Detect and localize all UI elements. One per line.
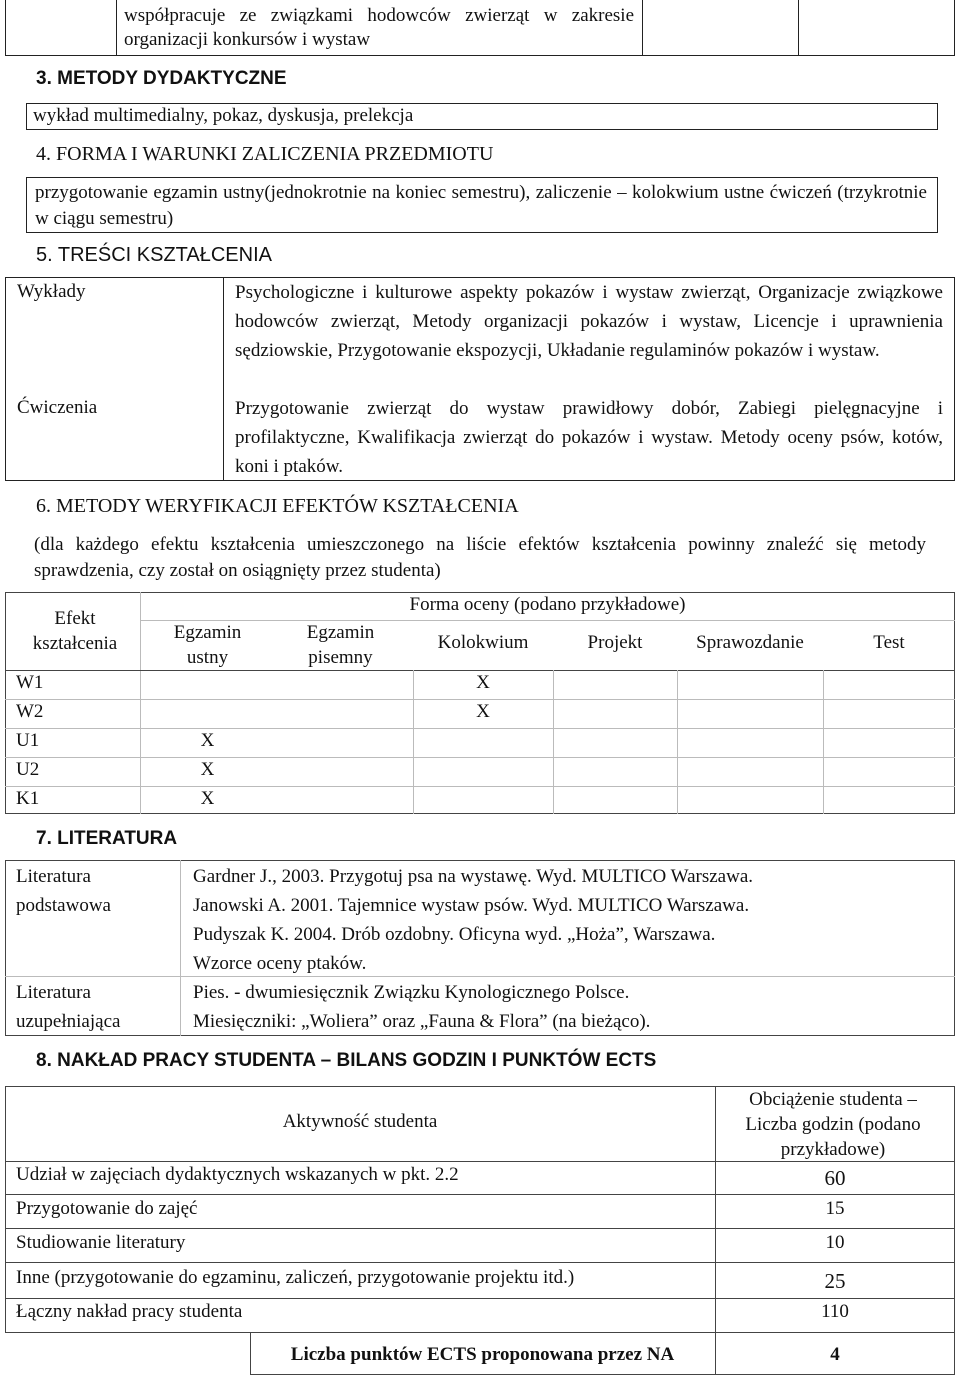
section3-box xyxy=(26,103,938,130)
ects-label: Liczba punktów ECTS proponowana przez NA xyxy=(290,1344,675,1365)
literature-basic-item: Wzorce oceny ptaków. xyxy=(193,953,367,974)
literature-table xyxy=(5,860,955,1038)
workload-total-label: Łączny nakład pracy studenta xyxy=(16,1301,243,1322)
row-effect: U1 xyxy=(16,730,40,751)
section5-content-lectures: Psychologiczne i kulturowe aspekty pokazów i wystaw zwierząt, Organizacje związkowe hodowców zwierząt, Metody organizacji pokazów i wystaw, Licencje i uprawnienia sędziowskie, Przygotowanie ekspozycji, Układanie regulaminów pokazów i wystaw. xyxy=(235,282,943,361)
workload-table xyxy=(5,1086,955,1376)
workload-activity: Inne (przygotowanie do egzaminu, zaliczeń, przygotowanie projektu itd.) xyxy=(16,1267,575,1288)
workload-hours: 15 xyxy=(825,1198,845,1219)
literature-basic-item: Pudyszak K. 2004. Drób ozdobny. Oficyna wyd. „Hoża”, Warszawa. xyxy=(193,924,716,945)
literature-supp-item: Pies. - dwumiesięcznik Związku Kynologicznego Polsce. xyxy=(193,982,630,1003)
col-test: Test xyxy=(873,632,905,653)
section4-box xyxy=(26,177,938,233)
section7-heading: 7. LITERATURA xyxy=(36,828,178,849)
workload-activity: Studiowanie literatury xyxy=(16,1232,186,1253)
section6-heading: 6. METODY WERYFIKACJI EFEKTÓW KSZTAŁCENIA xyxy=(36,495,519,517)
workload-hours: 60 xyxy=(824,1166,846,1190)
row-mark: X xyxy=(200,730,215,751)
row-mark: X xyxy=(476,672,490,693)
group-header: Forma oceny (podano przykładowe) xyxy=(409,594,686,615)
col-project: Projekt xyxy=(587,632,643,653)
col-activity-header: Aktywność studenta xyxy=(282,1111,438,1132)
col-load-header: Obciążenie studenta – Liczba godzin (podano przykładowe) xyxy=(745,1089,921,1160)
section8-heading: 8. NAKŁAD PRACY STUDENTA – BILANS GODZIN I PUNKTÓW ECTS xyxy=(36,1050,657,1071)
section4-heading: 4. FORMA I WARUNKI ZALICZENIA PRZEDMIOTU xyxy=(36,143,494,165)
workload-total-hours: 110 xyxy=(821,1301,849,1322)
col-report: Sprawozdanie xyxy=(696,632,804,653)
row-mark: X xyxy=(476,701,490,722)
section5-table xyxy=(5,277,955,481)
top-row-table xyxy=(5,0,955,56)
section5-heading: 5. TREŚCI KSZTAŁCENIA xyxy=(36,244,272,266)
section5-content-exercises: Przygotowanie zwierząt do wystaw prawidłowy dobór, Zabiegi pielęgnacyjne i profilaktyczne, Kwalifikacja zwierząt do pokazów i wystaw. Metody oceny psów, kotów, koni i ptaków. xyxy=(235,398,943,477)
section6-intro: (dla każdego efektu kształcenia umieszczonego na liście efektów kształcenia powinny znaleźć się metody sprawdzenia, czy został on osiągnięty przez studenta) xyxy=(34,534,926,581)
workload-activity: Przygotowanie do zajęć xyxy=(16,1198,198,1219)
col-written-exam: Egzamin pisemny xyxy=(306,622,375,668)
literature-supp-item: Miesięczniki: „Woliera” oraz „Fauna & Flora” (na bieżąco). xyxy=(193,1011,651,1032)
section3-content: wykład multimedialny, pokaz, dyskusja, prelekcja xyxy=(33,105,414,126)
literature-supp-label: Literatura uzupełniająca xyxy=(16,982,121,1032)
ects-value: 4 xyxy=(830,1344,840,1365)
row-effect: K1 xyxy=(16,788,40,809)
section5-label-lectures: Wykłady xyxy=(17,281,86,302)
row-effect: W1 xyxy=(16,672,44,693)
col-colloquium: Kolokwium xyxy=(437,632,529,653)
verification-table xyxy=(5,592,955,816)
section5-label-exercises: Ćwiczenia xyxy=(17,397,98,418)
literature-basic-item: Gardner J., 2003. Przygotuj psa na wystawę. Wyd. MULTICO Warszawa. xyxy=(193,866,754,887)
col-effect-header: Efekt kształcenia xyxy=(32,608,118,654)
row-mark: X xyxy=(200,759,215,780)
section4-content: przygotowanie egzamin ustny(jednokrotnie na koniec semestru), zaliczenie – kolokwium ustne ćwiczeń (trzykrotnie w ciągu semestru) xyxy=(35,182,927,229)
col-oral-exam: Egzamin ustny xyxy=(173,622,242,668)
literature-basic-item: Janowski A. 2001. Tajemnice wystaw psów. Wyd. MULTICO Warszawa. xyxy=(193,895,750,916)
row-mark: X xyxy=(200,788,215,809)
workload-activity: Udział w zajęciach dydaktycznych wskazanych w pkt. 2.2 xyxy=(16,1164,459,1185)
row-effect: W2 xyxy=(16,701,44,722)
top-row-text: współpracuje ze związkami hodowców zwierząt w zakresie organizacji konkursów i wystaw xyxy=(124,5,634,50)
workload-hours: 25 xyxy=(824,1269,846,1293)
section3-heading: 3. METODY DYDAKTYCZNE xyxy=(36,68,287,89)
literature-basic-label: Literatura podstawowa xyxy=(16,866,111,916)
row-effect: U2 xyxy=(16,759,40,780)
workload-hours: 10 xyxy=(825,1232,845,1253)
